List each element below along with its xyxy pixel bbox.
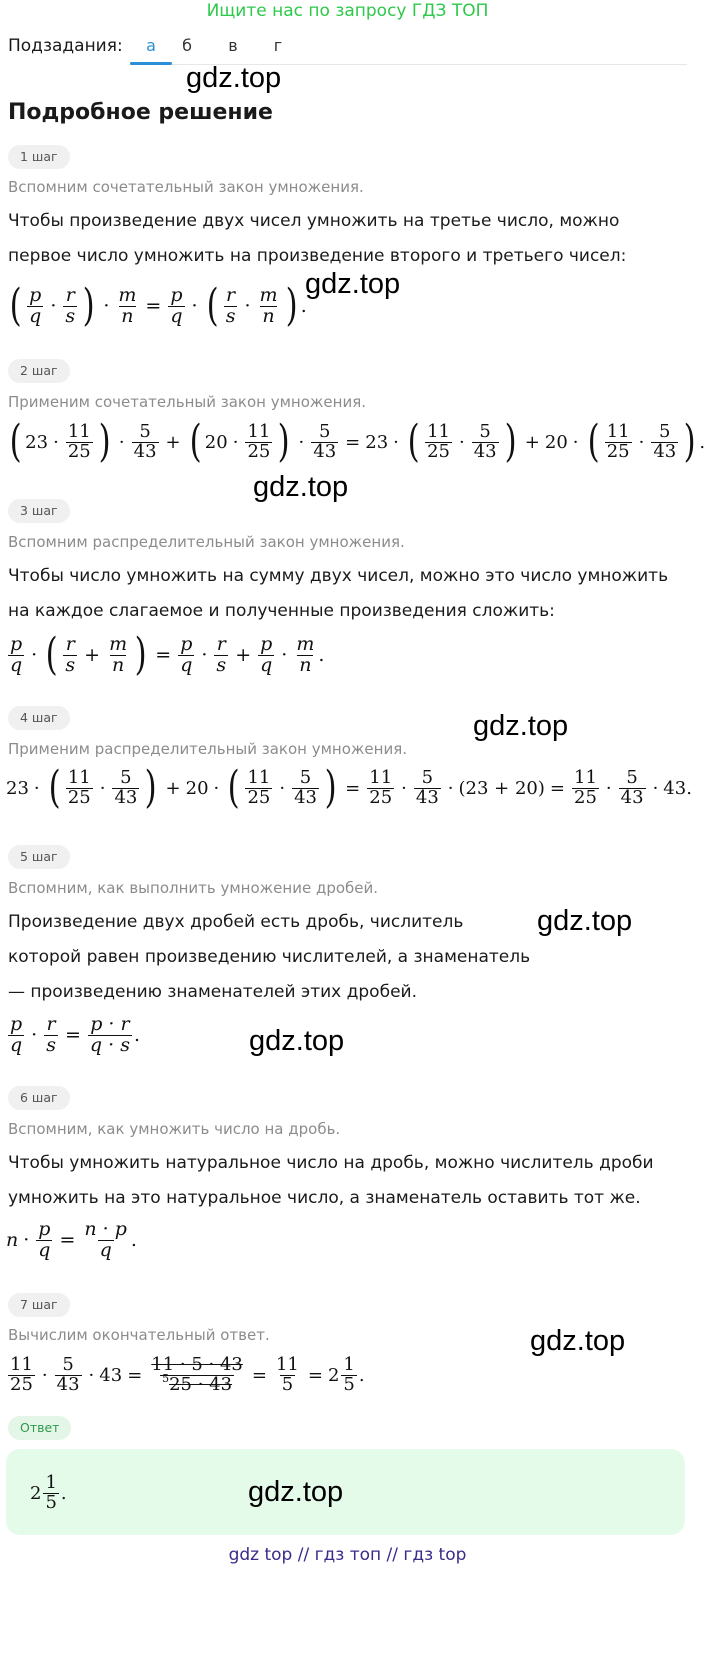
watermark: gdz.top bbox=[253, 471, 349, 503]
step-badge: 1 шаг bbox=[8, 145, 70, 169]
formula-fraction-multiplication: $\frac{p}{q}$ · $\frac{r}{s}$ = $\frac{p \cdot r}{q \cdot s}$ . bbox=[10, 1012, 140, 1056]
watermark: gdz.top bbox=[248, 1476, 344, 1508]
active-tab-indicator bbox=[130, 62, 172, 65]
step-text: Чтобы произведение двух чисел умножить на третье число, можно первое число умножить на произведение второго и третьего чисел: bbox=[8, 211, 627, 266]
formula-associative-law: ( $\frac{p}{q}$ · $\frac{r}{s}$ ) · $\frac{m}{n}$ = $\frac{p}{q}$ · ( $\frac{r}{s}$ · $\frac{m}{n}$ ) . bbox=[9, 280, 307, 331]
step-hint: Применим распределительный закон умножения. bbox=[8, 740, 407, 758]
formula-distributive-law: $\frac{p}{q}$ · ( $\frac{r}{s}$ + $\frac{m}{n}$ ) = $\frac{p}{q}$ · $\frac{r}{s}$ + $\frac{p}{q}$ · $\frac{m}{n}$ . bbox=[10, 629, 325, 680]
step-text: Произведение двух дробей есть дробь, числитель которой равен произведению числителей, а знаменатель — произведению знаменателей этих дробей. bbox=[8, 912, 531, 1002]
step-hint: Применим сочетательный закон умножения. bbox=[8, 393, 366, 411]
watermark: gdz.top bbox=[186, 62, 282, 94]
step-badge: 5 шаг bbox=[8, 845, 70, 869]
formula-step2: ( 23 · $\frac{11}{25}$ ) · $\frac{5}{43}$ + ( 20 · $\frac{11}{25}$ ) · $\frac{5}{43}$ = 23 · ( $\frac{11}{25}$ · $\frac{5}{43}$ ) + 20 · ( $\frac{11}{25}$ · $\frac{5}{43}$ ) . bbox=[9, 416, 705, 467]
step-text: Чтобы умножить натуральное число на дробь, можно числитель дроби умножить на это натуральное число, а знаменатель оставить тот же. bbox=[8, 1153, 654, 1208]
answer-badge: Ответ bbox=[8, 1416, 71, 1440]
watermark: gdz.top bbox=[305, 268, 401, 300]
step-hint: Вспомним, как умножить число на дробь. bbox=[8, 1120, 341, 1138]
step-badge: 3 шаг bbox=[8, 499, 70, 523]
formula-step4: 23 · ( $\frac{11}{25}$ · $\frac{5}{43}$ ) + 20 · ( $\frac{11}{25}$ · $\frac{5}{43}$ ) = $\frac{11}{25}$ · $\frac{5}{43}$ · (23 + 20) = $\frac{11}{25}$ · $\frac{5}{43}$ · 43 . bbox=[6, 762, 692, 813]
watermark: gdz.top bbox=[473, 710, 569, 742]
step-badge: 6 шаг bbox=[8, 1086, 70, 1110]
step-hint: Вспомним сочетательный закон умножения. bbox=[8, 178, 364, 196]
tab-subtask-a[interactable]: а bbox=[146, 36, 156, 55]
step-hint: Вспомним, как выполнить умножение дробей. bbox=[8, 879, 379, 897]
step-text: Чтобы число умножить на сумму двух чисел, можно это число умножить на каждое слагаемое и полученные произведения сложить: bbox=[8, 566, 669, 621]
tab-subtask-b[interactable]: б bbox=[182, 36, 192, 55]
watermark: gdz.top bbox=[530, 1325, 626, 1357]
step-badge: 2 шаг bbox=[8, 359, 70, 383]
tab-subtask-g[interactable]: г bbox=[273, 36, 283, 55]
step-badge: 7 шаг bbox=[8, 1293, 70, 1317]
answer-box bbox=[6, 1449, 685, 1535]
step-hint: Вспомним распределительный закон умножения. bbox=[8, 533, 405, 551]
subtasks-label: Подзадания: bbox=[8, 36, 123, 56]
formula-final-calculation: $\frac{11}{25}$ · $\frac{5}{43}$ · 43 = $\frac{11 \cdot 5 \cdot 43}{^525 \cdot 43}$ = $\frac{11}{5}$ = 2 $\frac{1}{5}$ . bbox=[10, 1353, 365, 1395]
watermark: gdz.top bbox=[249, 1025, 345, 1057]
formula-number-times-fraction: n · $\frac{p}{q}$ = $\frac{n \cdot p}{q}$ . bbox=[6, 1217, 137, 1261]
answer-value: 2 $\frac{1}{5}$ . bbox=[30, 1471, 67, 1513]
solution-heading: Подробное решение bbox=[8, 100, 273, 125]
step-badge: 4 шаг bbox=[8, 706, 70, 730]
search-hint-link[interactable]: Ищите нас по запросу ГДЗ ТОП bbox=[206, 1, 489, 21]
tab-subtask-v[interactable]: в bbox=[228, 36, 238, 55]
watermark: gdz.top bbox=[537, 905, 633, 937]
footer-links[interactable]: gdz top // гдз топ // гдз top bbox=[228, 1545, 467, 1565]
step-hint: Вычислим окончательный ответ. bbox=[8, 1326, 270, 1344]
